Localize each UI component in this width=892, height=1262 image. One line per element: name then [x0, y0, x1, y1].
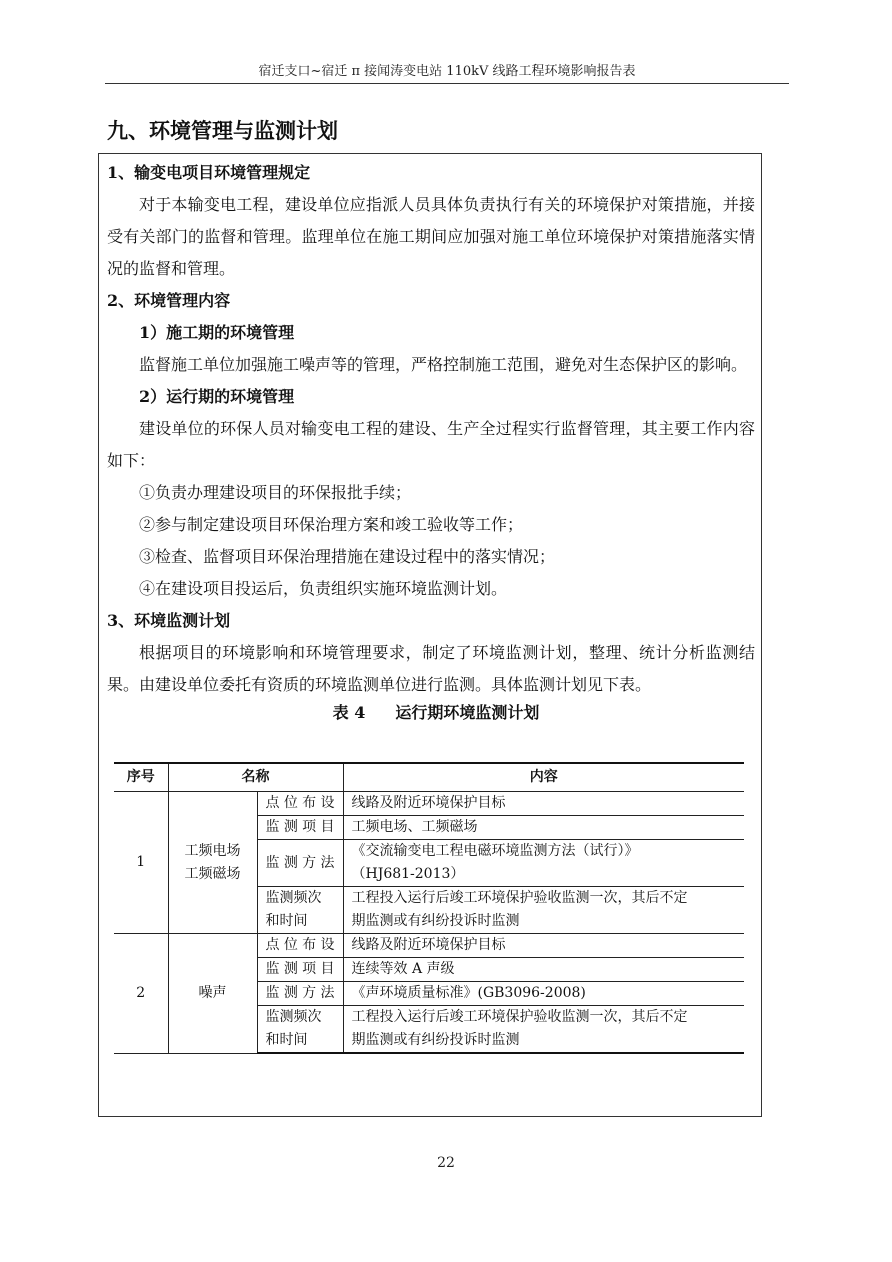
row-value-line1: 工程投入运行后竣工环境保护验收监测一次，其后不定: [351, 890, 688, 906]
header-no: 序号: [114, 763, 168, 792]
list-item: ③检查、监督项目环保治理措施在建设过程中的落实情况；: [139, 547, 556, 566]
group-1-name-line1: 工频电场: [184, 842, 241, 859]
header-name: 名称: [168, 763, 343, 792]
list-item: ②参与制定建设项目环保治理方案和竣工验收等工作；: [139, 515, 524, 534]
row-value-line2: （HJ681-2013）: [351, 866, 465, 882]
row-value-line2: 期监测或有纠纷投诉时监测: [351, 913, 520, 929]
row-key: 监测方法: [257, 840, 343, 887]
section-3-paragraph: 根据项目的环境影响和环境管理要求，制定了环境监测计划，整理、统计分析监测结果。由建设单位委托有资质的环境监测单位进行监测。具体监测计划见下表。: [107, 643, 755, 694]
row-key: [257, 887, 343, 934]
subsection-operation-paragraph: 建设单位的环保人员对输变电工程的建设、生产全过程实行监督管理，其主要工作内容如下：: [107, 419, 755, 470]
row-value: [343, 840, 744, 887]
group-1-no: 1: [114, 792, 168, 934]
group-1-name: [168, 792, 257, 934]
table-caption-title: 运行期环境监测计划: [395, 703, 540, 722]
row-key: 监测项目: [257, 958, 343, 982]
group-2-name: 噪声: [168, 934, 257, 1054]
section-1-paragraph: 对于本输变电工程，建设单位应指派人员具体负责执行有关的环境保护对策措施，并接受有关部门的监督和管理。监理单位在施工期间应加强对施工单位环境保护对策措施落实情况的监督和管理。: [107, 195, 755, 278]
table-header-row: [114, 763, 744, 792]
chapter-title: 九、环境管理与监测计划: [107, 118, 338, 143]
table-row: [114, 934, 744, 958]
section-3-title: 3、环境监测计划: [107, 611, 231, 630]
table-caption-number: 表 4: [332, 703, 366, 722]
row-value-line1: 《交流输变电工程电磁环境监测方法（试行）》: [351, 843, 639, 859]
monitoring-plan-table: [114, 762, 744, 1054]
row-key: 点位布设: [257, 792, 343, 816]
subsection-construction-title: 1）施工期的环境管理: [139, 323, 295, 342]
row-key-line1: 监测频次: [265, 890, 322, 906]
row-key-line1: 监测频次: [265, 1009, 322, 1025]
list-item: ④在建设项目投运后，负责组织实施环境监测计划。: [139, 579, 508, 598]
row-value-line1: 工程投入运行后竣工环境保护验收监测一次，其后不定: [351, 1009, 688, 1025]
group-2-no: 2: [114, 934, 168, 1054]
list-item: ①负责办理建设项目的环保报批手续；: [139, 483, 412, 502]
row-value-line2: 期监测或有纠纷投诉时监测: [351, 1032, 520, 1048]
section-1-title: 1、输变电项目环境管理规定: [107, 163, 311, 182]
row-value: 线路及附近环境保护目标: [343, 792, 744, 816]
row-key: [257, 1006, 343, 1054]
row-value: 《声环境质量标准》(GB3096-2008): [343, 982, 744, 1006]
row-value: 工频电场、工频磁场: [343, 816, 744, 840]
table-caption: [107, 701, 755, 725]
page-number: 22: [437, 1155, 455, 1171]
row-value: 连续等效 A 声级: [343, 958, 744, 982]
section-2-title: 2、环境管理内容: [107, 291, 231, 310]
content-body: [107, 157, 755, 725]
row-key: 监测项目: [257, 816, 343, 840]
row-key: 监测方法: [257, 982, 343, 1006]
row-value: [343, 887, 744, 934]
group-1-name-line2: 工频磁场: [184, 865, 241, 882]
row-key: 点位布设: [257, 934, 343, 958]
subsection-operation-title: 2）运行期的环境管理: [139, 387, 295, 406]
row-key-line2: 和时间: [265, 913, 308, 929]
table-row: [114, 792, 744, 816]
row-value: 线路及附近环境保护目标: [343, 934, 744, 958]
header-rule: [105, 83, 789, 84]
row-key-line2: 和时间: [265, 1032, 308, 1048]
running-header: 宿迁支口~宿迁 π 接闻涛变电站 110kV 线路工程环境影响报告表: [258, 64, 636, 79]
subsection-construction-paragraph: 监督施工单位加强施工噪声等的管理，严格控制施工范围，避免对生态保护区的影响。: [139, 355, 748, 374]
header-content: 内容: [343, 763, 744, 792]
row-value: [343, 1006, 744, 1054]
